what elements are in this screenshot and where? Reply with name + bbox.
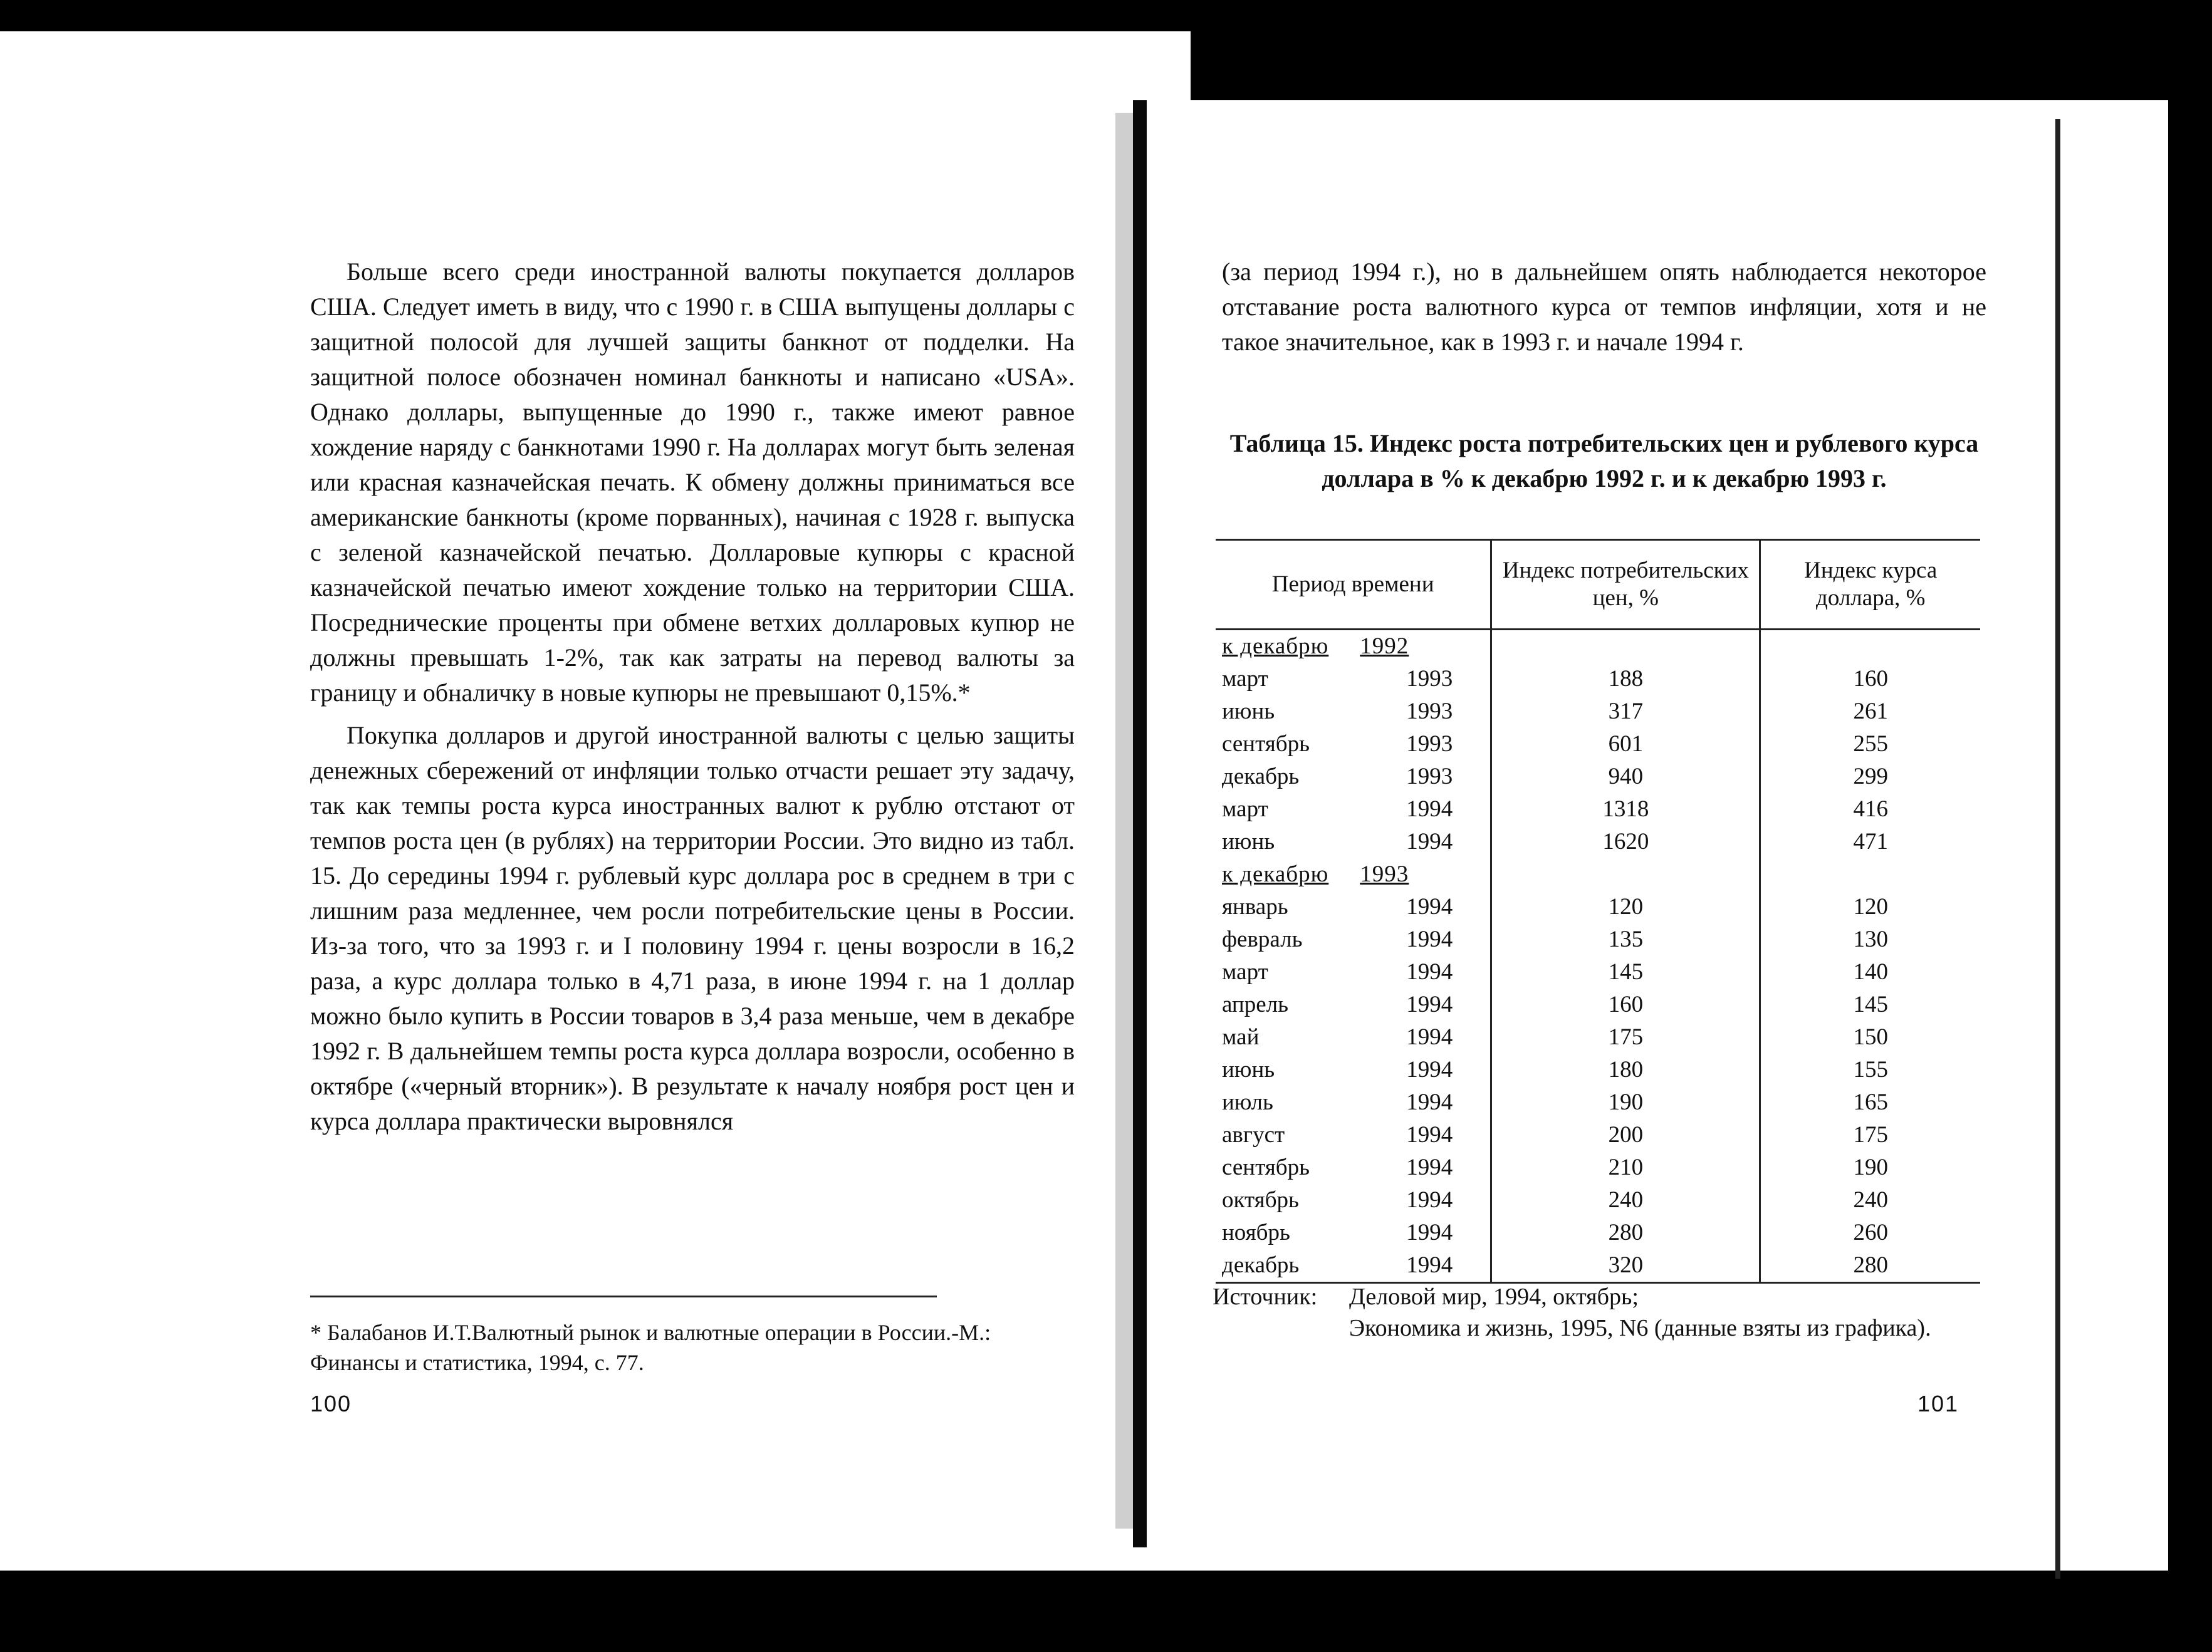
source-line: Экономика и жизнь, 1995, N6 (данные взяты из графика). (1349, 1315, 1931, 1341)
page-number-left: 100 (310, 1391, 352, 1416)
cell-month: июнь (1222, 1057, 1275, 1083)
cell-rate: 160 (1760, 663, 1980, 695)
cell-rate: 280 (1760, 1249, 1980, 1283)
table-header-row (1216, 540, 1980, 630)
cell-year: 1994 (1406, 1155, 1453, 1180)
cell-month: июнь (1222, 829, 1275, 855)
cell-month: март (1222, 959, 1268, 985)
cell-cpi: 120 (1491, 891, 1760, 923)
table-row (1216, 989, 1980, 1021)
cell-month: февраль (1222, 927, 1303, 952)
cell-cpi: 320 (1491, 1249, 1760, 1283)
page-number-right: 101 (1917, 1391, 1959, 1416)
cell-month: июнь (1222, 699, 1275, 724)
cell-month: декабрь (1222, 1252, 1300, 1278)
table-row (1216, 923, 1980, 956)
paragraph: (за период 1994 г.), но в дальнейшем опять наблюдается некоторое отставание роста валютного курса от темпов инфляции, хотя и не такое значительное, как в 1993 г. и начале 1994 г. (1222, 257, 1986, 356)
table-section-row (1216, 858, 1980, 891)
cell-cpi: 175 (1491, 1021, 1760, 1054)
cell-cpi: 210 (1491, 1151, 1760, 1184)
spine-shadow (1115, 113, 1133, 1529)
cell-cpi: 200 (1491, 1119, 1760, 1151)
table-row (1216, 663, 1980, 695)
table-row (1216, 1151, 1980, 1184)
left-page-body (310, 254, 1075, 1139)
cell-year: 1994 (1406, 1089, 1453, 1115)
scan-shadow-top-right (1191, 31, 2212, 100)
cell-month: апрель (1222, 992, 1288, 1017)
data-table (1216, 539, 1980, 1284)
column-header-period: Период времени (1216, 540, 1491, 630)
table-row (1216, 1249, 1980, 1283)
section-label-year: 1993 (1360, 861, 1409, 887)
cell-year: 1994 (1406, 1057, 1453, 1083)
cell-year: 1994 (1406, 959, 1453, 985)
cell-year: 1994 (1406, 829, 1453, 855)
cell-year: 1994 (1406, 1122, 1453, 1148)
book-spine (1133, 100, 1147, 1547)
cell-rate: 150 (1760, 1021, 1980, 1054)
column-header-rate: Индекс курса доллара, % (1760, 540, 1980, 630)
table-row (1216, 1119, 1980, 1151)
cell-year: 1994 (1406, 796, 1453, 822)
footnote-divider (310, 1296, 937, 1297)
cell-month: сентябрь (1222, 1155, 1310, 1180)
table-row (1216, 728, 1980, 761)
cell-rate: 175 (1760, 1119, 1980, 1151)
source-note (1213, 1281, 2002, 1344)
cell-cpi: 317 (1491, 695, 1760, 728)
cell-cpi: 240 (1491, 1184, 1760, 1217)
table-row (1216, 1054, 1980, 1086)
cell-rate: 240 (1760, 1184, 1980, 1217)
table-row (1216, 695, 1980, 728)
right-page-body (1222, 254, 1986, 360)
table-row (1216, 1021, 1980, 1054)
cell-month: июль (1222, 1089, 1273, 1115)
cell-cpi: 188 (1491, 663, 1760, 695)
cell-rate: 471 (1760, 826, 1980, 858)
paragraph: Покупка долларов и другой иностранной валюты с целью защиты денежных сбережений от инфляции только отчасти решает эту задачу, так как темпы роста курса иностранных валют к рублю отстают от темпов роста цен (в рублях) на территории России. Это видно из табл. 15. До середины 1994 г. рублевый курс доллара рос в среднем в три с лишним раза медленнее, чем росли потребительские цены в России. Из-за того, что за 1993 г. и I половину 1994 г. цены возросли в 16,2 раза, а курс доллара только в 4,71 раза, в июне 1994 г. на 1 доллар можно было купить в России товаров в 3,4 раза меньше, чем в декабре 1992 г. В дальнейшем темпы роста курса доллара возросли, особенно в октябре («черный вторник»). В результате к началу ноября рост цен и курса доллара практически выровнялся (310, 721, 1075, 1135)
table-row (1216, 1086, 1980, 1119)
cell-year: 1994 (1406, 992, 1453, 1017)
cell-cpi: 180 (1491, 1054, 1760, 1086)
cell-rate: 120 (1760, 891, 1980, 923)
column-header-cpi: Индекс потребительских цен, % (1491, 540, 1760, 630)
cell-rate: 190 (1760, 1151, 1980, 1184)
section-label-text: к декабрю (1222, 861, 1329, 887)
cell-rate: 165 (1760, 1086, 1980, 1119)
cell-month: март (1222, 796, 1268, 822)
cell-cpi: 190 (1491, 1086, 1760, 1119)
cell-cpi: 940 (1491, 761, 1760, 793)
section-label (1216, 858, 1490, 891)
section-label-year: 1992 (1360, 633, 1409, 659)
cell-year: 1994 (1406, 1220, 1453, 1245)
cell-year: 1994 (1406, 1187, 1453, 1213)
cell-rate: 299 (1760, 761, 1980, 793)
cell-rate: 255 (1760, 728, 1980, 761)
cell-month: ноябрь (1222, 1220, 1290, 1245)
cell-cpi: 280 (1491, 1217, 1760, 1249)
table-row (1216, 761, 1980, 793)
table-row (1216, 793, 1980, 826)
source-line: Деловой мир, 1994, октябрь; (1349, 1284, 1639, 1310)
cell-cpi: 1318 (1491, 793, 1760, 826)
cell-year: 1993 (1406, 666, 1453, 692)
cell-rate: 140 (1760, 956, 1980, 989)
cell-month: декабрь (1222, 764, 1300, 789)
footnote: * Балабанов И.Т.Валютный рынок и валютные операции в России.-М.: Финансы и статистика, 1994, с. 77. (310, 1320, 991, 1375)
cell-year: 1994 (1406, 894, 1453, 920)
section-label (1216, 630, 1490, 663)
cell-month: май (1222, 1024, 1260, 1050)
page-edge (2055, 119, 2060, 1579)
cell-rate: 261 (1760, 695, 1980, 728)
paragraph: Больше всего среди иностранной валюты покупается долларов США. Следует иметь в виду, что с 1990 г. в США выпущены доллары с защитной полосой для лучшей защиты банкнот от подделки. На защитной полосе обозначен номинал банкноты и написано «USA». Однако доллары, выпущенные до 1990 г., также имеют равное хождение наряду с банкнотами 1990 г. На долларах могут быть зеленая или красная казначейская печать. К обмену должны приниматься все американские банкноты (кроме порванных), начиная с 1928 г. выпуска с зеленой казначейской печатью. Долларовые купюры с красной казначейской печатью имеют хождение только на территории США. Посреднические проценты при обмене ветхих долларовых купюр не должны превышать 1-2%, так как затраты на перевод валюты за границу и обналичку в новые купюры не превышают 0,15%.* (310, 257, 1075, 707)
cell-year: 1994 (1406, 1024, 1453, 1050)
cell-cpi: 160 (1491, 989, 1760, 1021)
cell-month: октябрь (1222, 1187, 1299, 1213)
cell-year: 1993 (1406, 764, 1453, 789)
table-row (1216, 1184, 1980, 1217)
table-section-row (1216, 630, 1980, 663)
cell-rate: 260 (1760, 1217, 1980, 1249)
cell-cpi: 135 (1491, 923, 1760, 956)
cell-year: 1993 (1406, 699, 1453, 724)
cell-cpi: 601 (1491, 728, 1760, 761)
scan-border-top (0, 0, 2212, 31)
table-title: Таблица 15. Индекс роста потребительских цен и рублевого курса доллара в % к декабрю 1992 г. и к декабрю 1993 г. (1229, 429, 1979, 492)
cell-month: январь (1222, 894, 1288, 920)
cell-month: сентябрь (1222, 731, 1310, 757)
cell-year: 1993 (1406, 731, 1453, 757)
cell-rate: 130 (1760, 923, 1980, 956)
table-row (1216, 826, 1980, 858)
section-label-text: к декабрю (1222, 633, 1329, 659)
table-row (1216, 1217, 1980, 1249)
table-row (1216, 956, 1980, 989)
cell-year: 1994 (1406, 927, 1453, 952)
cell-rate: 155 (1760, 1054, 1980, 1086)
source-label: Источник: (1213, 1284, 1318, 1310)
table-row (1216, 891, 1980, 923)
cell-year: 1994 (1406, 1252, 1453, 1278)
cell-cpi: 1620 (1491, 826, 1760, 858)
scan-border-bottom (0, 1571, 2212, 1652)
cell-month: август (1222, 1122, 1285, 1148)
scan-border-right (2168, 0, 2212, 1652)
cell-rate: 145 (1760, 989, 1980, 1021)
cell-month: март (1222, 666, 1268, 692)
cell-rate: 416 (1760, 793, 1980, 826)
cell-cpi: 145 (1491, 956, 1760, 989)
